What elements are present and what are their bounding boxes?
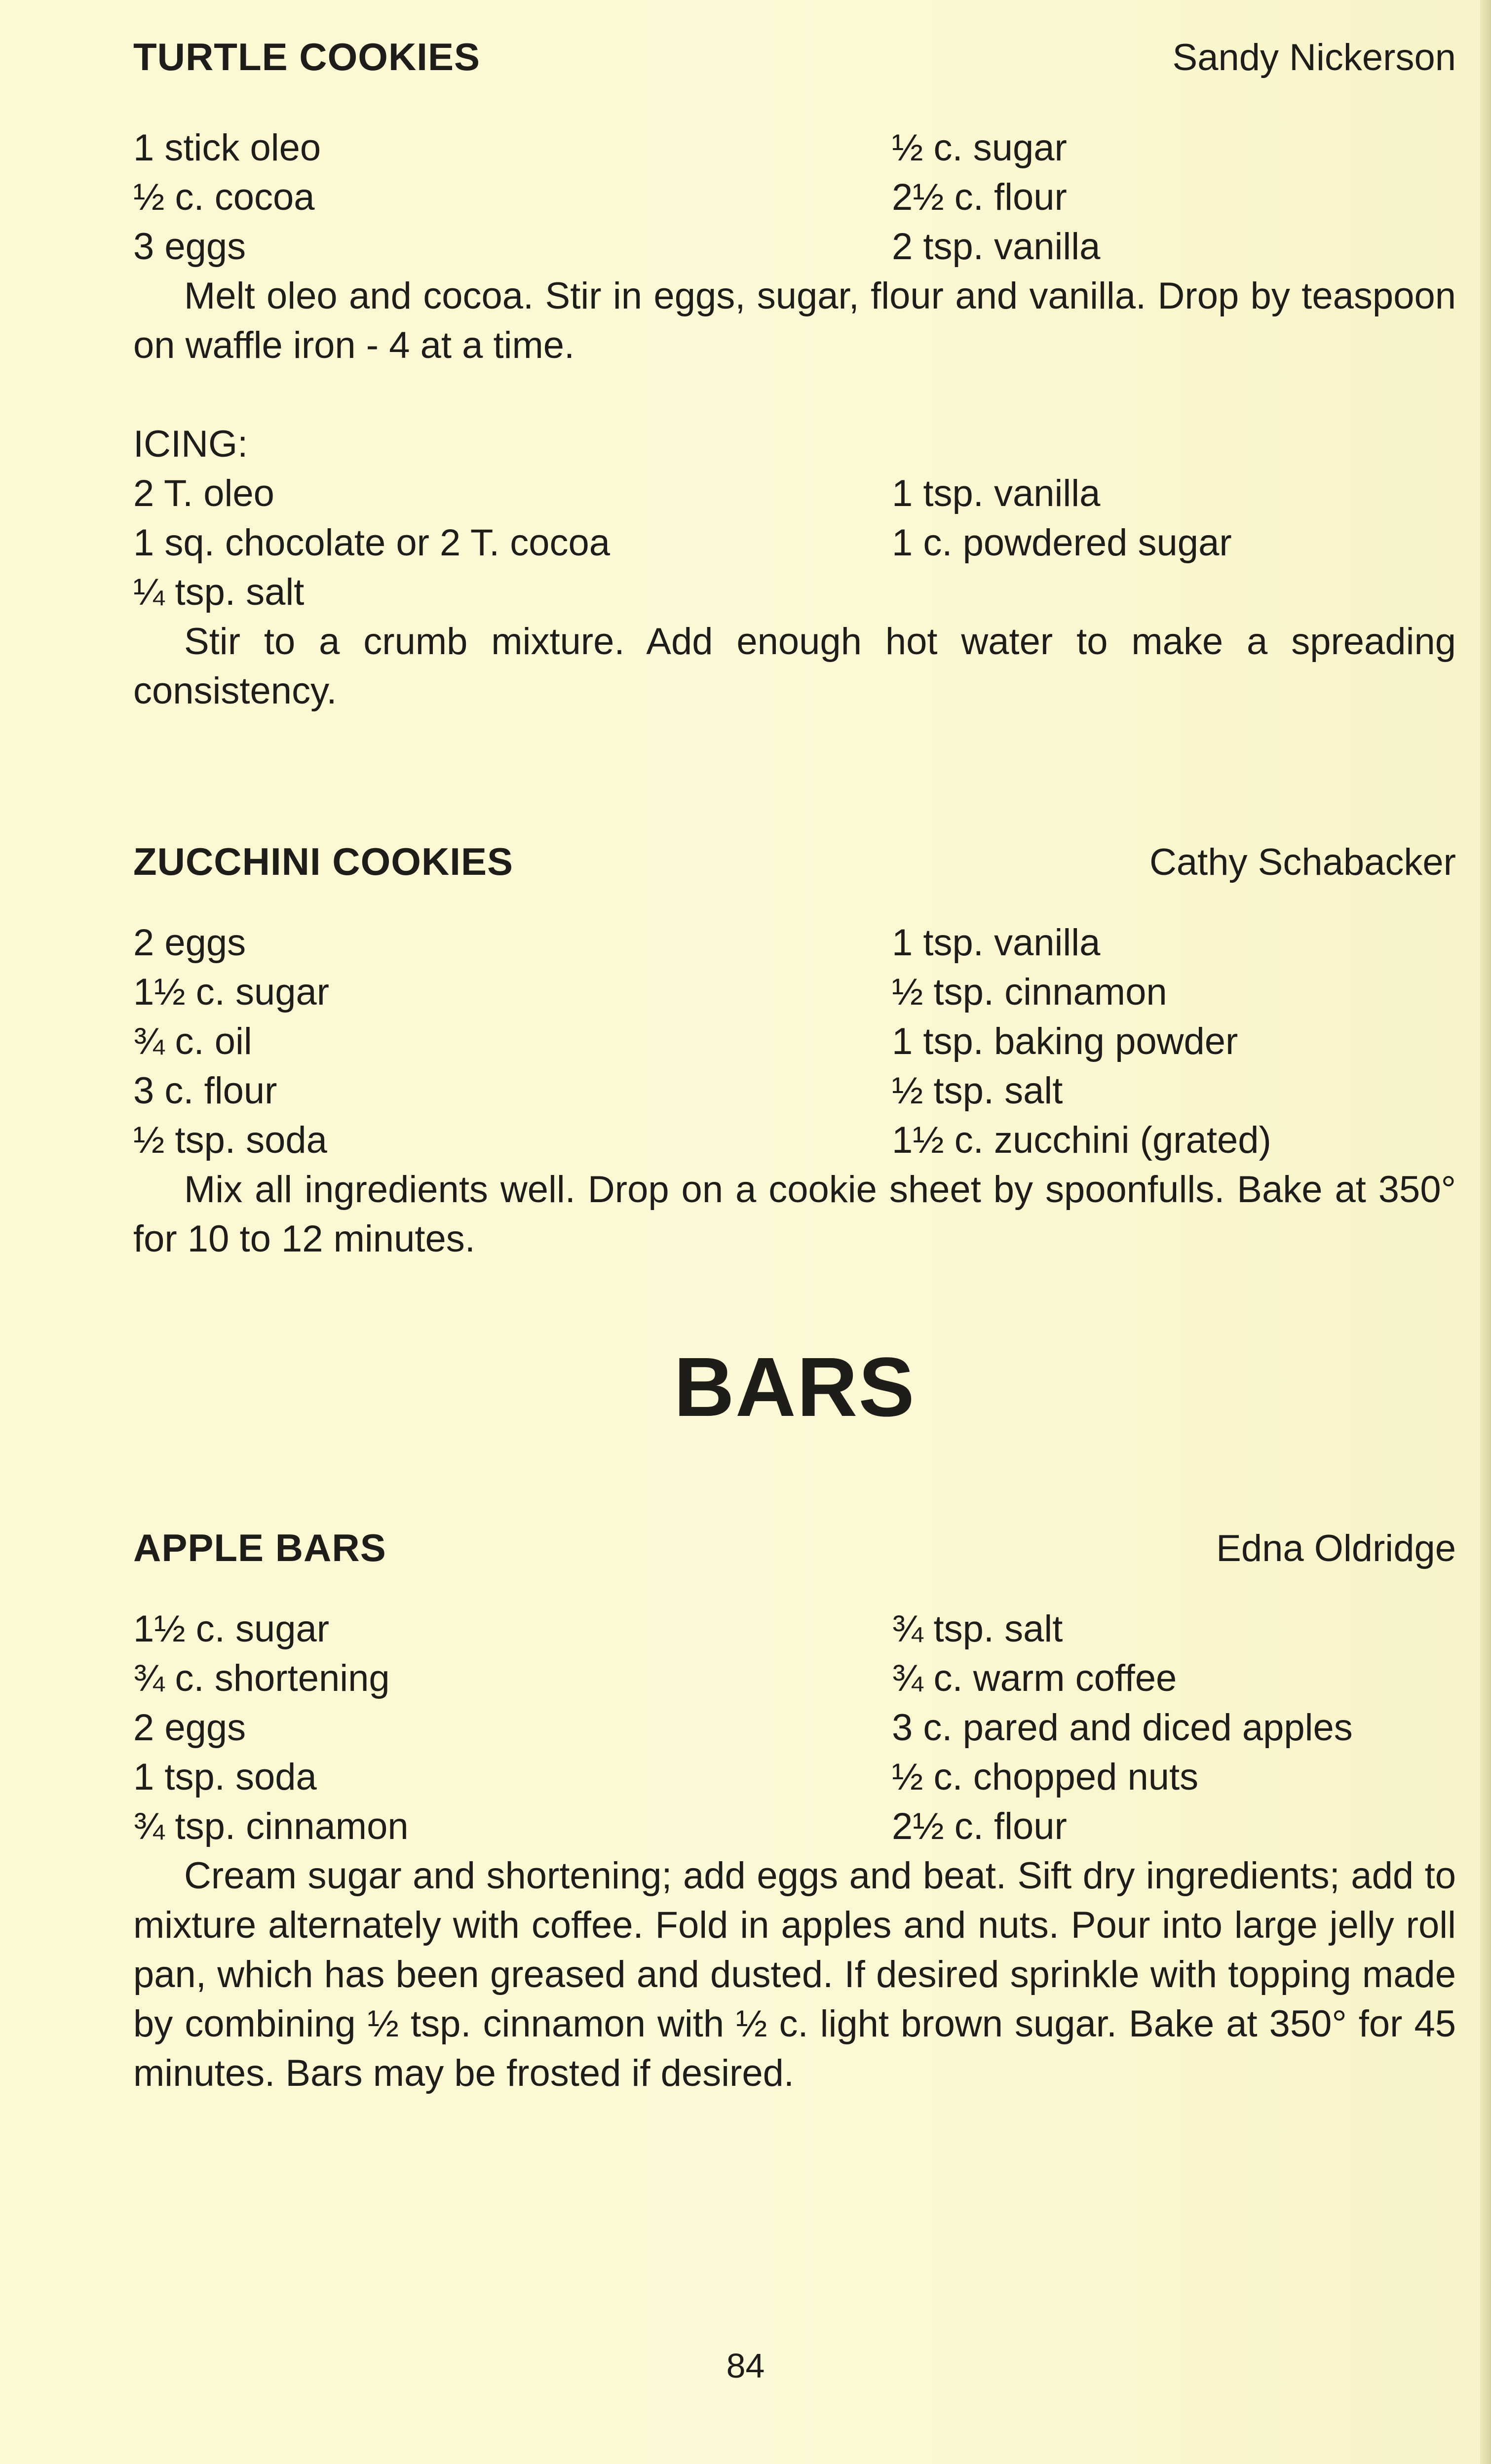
recipe-directions: Mix all ingredients well. Drop on a cookie sheet by spoonfulls. Bake at 350° for 10 to 12 minutes. xyxy=(133,1169,1456,1260)
ingredient: 2½ c. flour xyxy=(892,1805,1067,1847)
recipe-title: ZUCCHINI COOKIES xyxy=(133,840,514,883)
ingredient: 3 eggs xyxy=(133,226,246,268)
recipe-header xyxy=(133,1525,1456,1585)
ingredient: 1½ c. sugar xyxy=(133,971,330,1013)
ingredient: ½ tsp. soda xyxy=(133,1119,327,1161)
recipe-author: Edna Oldridge xyxy=(1216,1527,1456,1569)
ingredient-list xyxy=(133,123,1456,272)
ingredient: 1 tsp. vanilla xyxy=(892,922,1101,964)
recipe-author: Sandy Nickerson xyxy=(1172,37,1456,78)
ingredient: ¾ c. warm coffee xyxy=(892,1657,1177,1699)
recipe-directions: Cream sugar and shortening; add eggs and beat. Sift dry ingredients; add to mixture alternately with coffee. Fold in apples and nuts. Pour into large jelly roll pan, which has been greased and dusted. If desired sprinkle with topping made by combining ½ tsp. cinnamon with ½ c. light brown sugar. Bake at 350° for 45 minutes. Bars may be frosted if desired. xyxy=(133,1855,1456,2094)
recipe-directions: Melt oleo and cocoa. Stir in eggs, sugar, flour and vanilla. Drop by teaspoon on waffle iron - 4 at a time. xyxy=(133,275,1456,366)
ingredient: 2 T. oleo xyxy=(133,472,274,514)
ingredient: 1 tsp. soda xyxy=(133,1756,317,1798)
recipe-header xyxy=(133,35,1456,94)
ingredient: ¾ tsp. salt xyxy=(892,1608,1063,1650)
ingredient xyxy=(892,568,1456,617)
ingredient: 3 c. pared and diced apples xyxy=(892,1707,1353,1749)
recipe-turtle-cookies xyxy=(133,35,1456,716)
ingredient: ½ tsp. salt xyxy=(892,1070,1063,1112)
ingredient: 1 c. powdered sugar xyxy=(892,522,1232,564)
ingredient: 2 eggs xyxy=(133,922,246,964)
icing-heading: ICING: xyxy=(133,423,248,465)
ingredient-list xyxy=(133,918,1456,1165)
page-number: 84 xyxy=(726,2347,765,2385)
ingredient: 1 stick oleo xyxy=(133,127,321,169)
page-edge xyxy=(1480,0,1491,2464)
ingredient: 2½ c. flour xyxy=(892,176,1067,218)
ingredient: 1 tsp. baking powder xyxy=(892,1020,1238,1062)
recipe-title: APPLE BARS xyxy=(133,1526,386,1569)
page-content xyxy=(133,35,1456,2098)
ingredient-list xyxy=(133,1604,1456,1851)
ingredient: ½ c. chopped nuts xyxy=(892,1756,1199,1798)
ingredient: ½ c. sugar xyxy=(892,127,1067,169)
section-heading: BARS xyxy=(674,1340,916,1434)
ingredient: 3 c. flour xyxy=(133,1070,277,1112)
ingredient: ½ c. cocoa xyxy=(133,176,315,218)
ingredient: ¼ tsp. salt xyxy=(133,571,305,613)
ingredient: ¾ c. oil xyxy=(133,1020,252,1062)
ingredient: 1 sq. chocolate or 2 T. cocoa xyxy=(133,522,611,564)
ingredient: 1 tsp. vanilla xyxy=(892,472,1101,514)
icing-ingredient-list xyxy=(133,469,1456,617)
recipe-title: TURTLE COOKIES xyxy=(133,35,481,78)
ingredient: 2 eggs xyxy=(133,1707,246,1749)
ingredient: ½ tsp. cinnamon xyxy=(892,971,1167,1013)
recipe-author: Cathy Schabacker xyxy=(1149,841,1456,883)
icing-directions: Stir to a crumb mixture. Add enough hot water to make a spreading consistency. xyxy=(133,621,1456,712)
recipe-header xyxy=(133,839,1456,899)
recipe-apple-bars xyxy=(133,1525,1456,2098)
recipe-zucchini-cookies xyxy=(133,839,1456,1264)
ingredient: ¾ c. shortening xyxy=(133,1657,390,1699)
ingredient: 2 tsp. vanilla xyxy=(892,226,1101,268)
ingredient: ¾ tsp. cinnamon xyxy=(133,1805,409,1847)
spacer xyxy=(133,716,1456,839)
ingredient: 1½ c. sugar xyxy=(133,1608,330,1650)
ingredient: 1½ c. zucchini (grated) xyxy=(892,1119,1271,1161)
